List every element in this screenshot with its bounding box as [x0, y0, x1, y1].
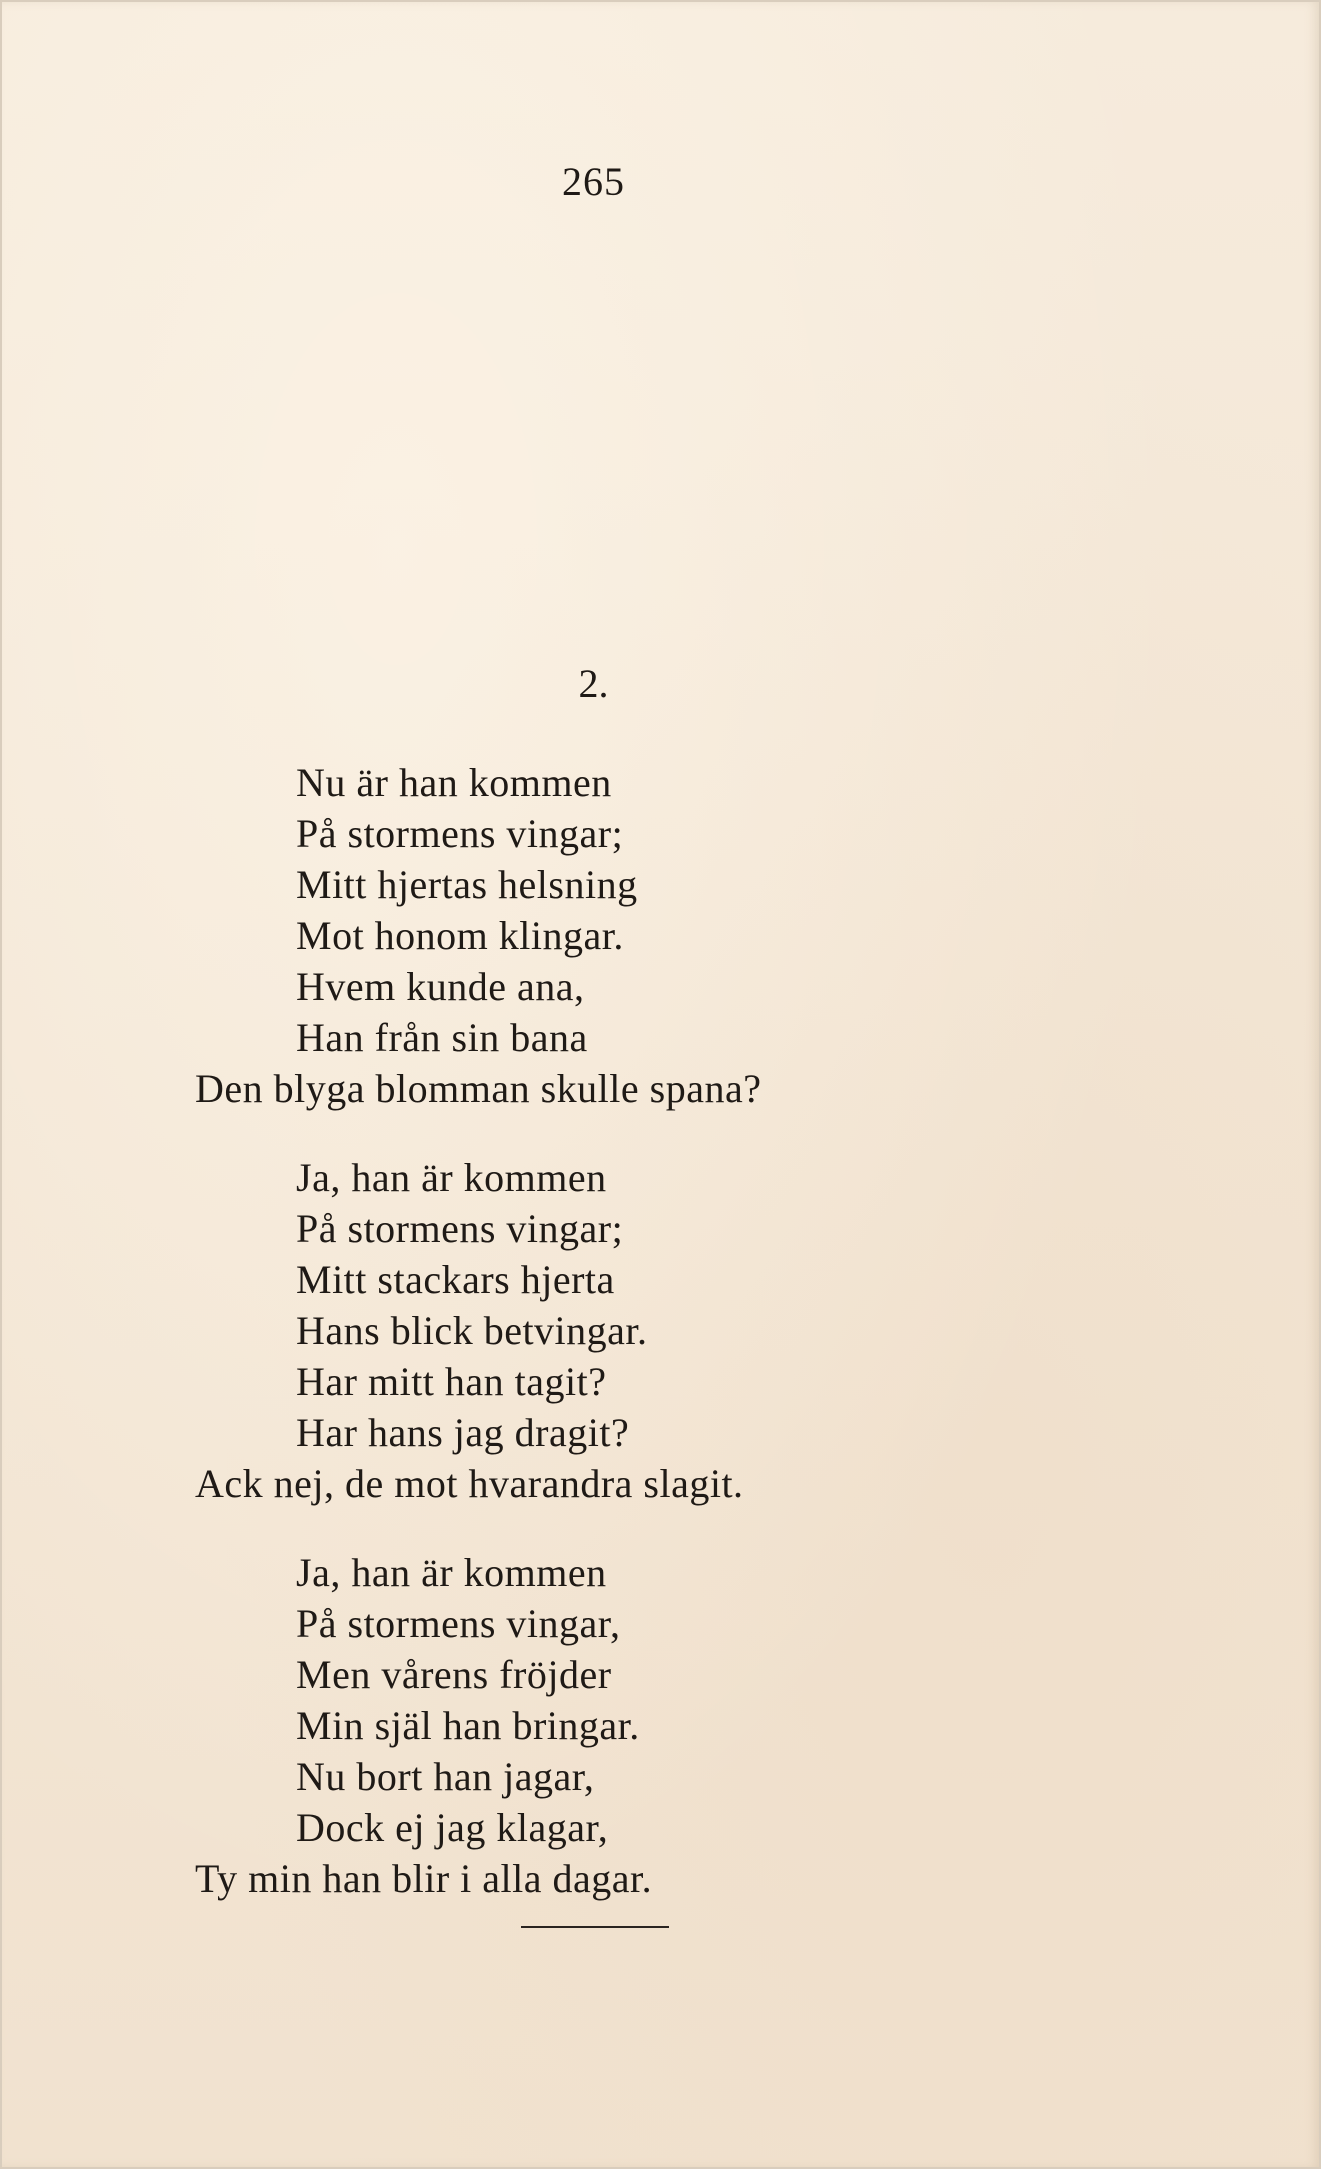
verse-line: Min själ han bringar. — [296, 1703, 640, 1748]
verse-line: Har hans jag dragit? — [296, 1410, 630, 1455]
verse-line: Men vårens fröjder — [296, 1652, 612, 1697]
verse-line: Nu bort han jagar, — [296, 1754, 595, 1799]
verse-line: På stormens vingar; — [296, 811, 624, 856]
verse-line: Ja, han är kommen — [296, 1550, 607, 1595]
verse-line: Han från sin bana — [296, 1015, 588, 1060]
page-number: 265 — [562, 159, 625, 204]
verse-line: Den blyga blomman skulle spana? — [195, 1066, 762, 1111]
verse-line: På stormens vingar; — [296, 1206, 624, 1251]
section-number: 2. — [578, 661, 609, 706]
verse-line: På stormens vingar, — [296, 1601, 621, 1646]
verse-line: Ja, han är kommen — [296, 1155, 607, 1200]
verse-line: Hans blick betvingar. — [296, 1308, 648, 1353]
verse-line: Nu är han kommen — [296, 760, 612, 805]
end-rule — [521, 1926, 669, 1928]
verse-line: Hvem kunde ana, — [296, 964, 585, 1009]
verse-line: Har mitt han tagit? — [296, 1359, 607, 1404]
verse-line: Dock ej jag klagar, — [296, 1805, 609, 1850]
verse-line: Mot honom klingar. — [296, 913, 624, 958]
verse-line: Ty min han blir i alla dagar. — [195, 1856, 653, 1901]
verse-line: Ack nej, de mot hvarandra slagit. — [195, 1461, 744, 1506]
verse-line: Mitt stackars hjerta — [296, 1257, 615, 1302]
verse-line: Mitt hjertas helsning — [296, 862, 638, 907]
